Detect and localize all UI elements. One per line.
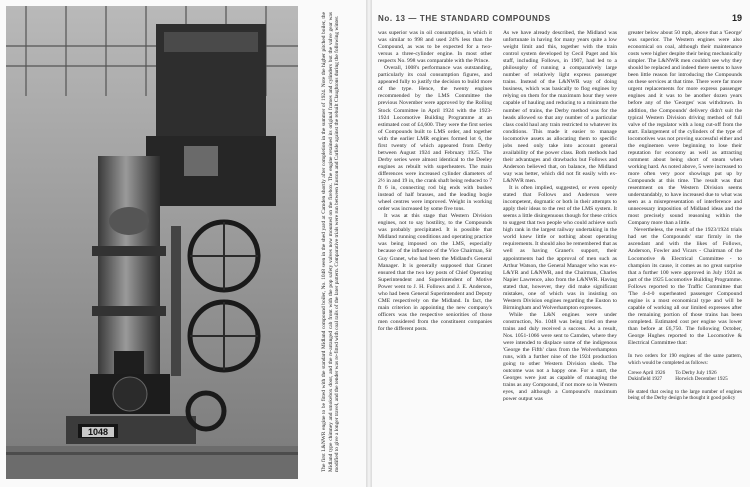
- locomotive-illustration: [6, 6, 298, 479]
- locomotive-photo: [6, 6, 298, 479]
- text-column-3: [628, 30, 742, 480]
- table-cell: Crewe April 1926: [628, 369, 666, 376]
- chapter-title: No. 13 — THE STANDARD COMPOUNDS: [378, 14, 551, 23]
- table-cell: Dukinfield 1927: [628, 376, 663, 383]
- svg-text:1048: 1048: [87, 427, 109, 437]
- text-column-2: [503, 30, 617, 480]
- paragraph: Nevertheless, the result of the 1923/1924 trials had set the Compounds' star firmly in the ascendant and with the likes of Follows, Anderson, Fowler and Vicars - Chairman of the Locomotive & Electrical Committee - to champion its cause, it comes as no great surprise that a further 100 were approved in July 1924 as part of the 1925 Locomotive Building Programme. Follows reported to the Traffic Committee that 'The 4-4-0 superheated passenger Compound engine is a most economical type and will be capable of working all our limited expresses after the remaining portion of those trains has been completed. Estimated cost per engine was lower than before at £6,750. The following October, George Hughes reported to the Locomotive & Electrical Committee that:: [628, 227, 742, 347]
- photo-caption-area: [300, 6, 362, 479]
- paragraph: It was at this stage that Western Division engines, not to say hostility, to the Compounds was probably precipitated. It is possible that Midland running conditions and operating practice was being imposed on the LMS, especially because of the influence of the Vice Chairman, Sir Guy Granet, who had been the Midland's General Manager. It is generally supposed that Granet ensured that the two key posts of Chief Operating Superintendent and Superintendent of Motive Power went to J. H. Follows and J. E. Anderson, who had been General Superintendent and Deputy CME respectively on the Midland. In fact, the main criterion in appointing the new company's officers was the respective seniorities of those men considered from the constituent companies for the different posts.: [378, 213, 492, 332]
- table-intro: In two orders for 190 engines of the same pattern, which would be completed as follows:: [628, 353, 742, 366]
- paragraph: greater below about 50 mph, above that a 'George' was superior. The Western engines were also economical on coal, although their maintenance costs were higher despite their being mechanically simpler. The L&NWR men couldn't see why they should be replaced and indeed there seems to have been little reason for introducing the Compounds on these services at that time. There were far more urgent replacements for more express passenger engines and it was to be another dozen years before any of the 'Georges' was withdrawn. In addition, the Compounds' delivery didn't suit the typical Western Division driving method of full valve of the regulator with a long cut-off from the start. Enlargement of the cylinders of the type of locomotives was not proving successful either and the enginemen were beginning to lose their reputation for economy as well as attracting comment about being short of steam when working hard. As noted above, 5 were increased to more often very poor showings put up by Compounds at this time. The result was that resentment on the Western Division seems understandably, to have increased due to what was seen as a misrepresentation of interference and unnecessary imposition of Midland ideas and the most precisely sound reasoning within the Company more than a little.: [628, 30, 742, 227]
- text-columns: [378, 30, 742, 480]
- paragraph: While the L&N engines were under construction, No. 1048 was being tried on these trains and duly received a success. As a result, Nos. 1051-1066 were sent to Camden, where they were intended to displace some of the indigenous 'George the Fifth' class from the Wolverhampton runs, with a further nine of the 1924 production going to other Western Division sheds. The outcome was not a happy one. For a start, the Georges were just as capable of managing the trains as any Compound, if not more so in Western eyes, and although a Compound's maximum power output was: [503, 311, 617, 403]
- table-cell: To Derby July 1926: [675, 369, 717, 376]
- build-schedule-table: [628, 370, 742, 383]
- paragraph: was superior was in oil consumption, in which it was similar to 998 and used 24% less than the Compound, as was to be expected for a two- versus a three-cylinder engine. In most other respects No. 998 was comparable with the Prince.: [378, 30, 492, 65]
- running-head: [378, 14, 742, 26]
- page-gutter: [366, 0, 372, 487]
- paragraph: As we have already described, the Midland was unfortunate in having for many years quite a low weight limit and this, together with the train control system developed by Cecil Paget and his staff, including Follows, in 1907, had led to a philosophy of running a comparatively large number of relatively light express passenger trains. Instead of the L&NWR way of doing business, which was basically to flog engines by relying on them for the maximum hour they were capable of hauling and reducing to a minimum the number of trains, the Derby method was for the heads allowed so that any number of a particular class could haul any train restricted to whatever its conditions. This made it easier to manage locomotive assets as allocating them to specific jobs need only take into account general availability of the power class. Both methods had their advantages and drawbacks but Follows and Anderson believed that, on balance, the Midland way was better, which did not fit easily with ex-L&NWR men.: [503, 30, 617, 184]
- paragraph: It is often implied, suggested, or even openly stated that Follows and Anderson were incompetent, dogmatic or both in their attempts to apply their ideas to the rest of the LMS system. It seems a little disingenuous though for these critics to suggest that two people who could achieve such high rank in the largest railway undertaking in the world knew little or nothing about operating requirements. It should also be remembered that as well as having Granet's support, their appointments had the approval of men such as Arthur Watson, the General Manager who was ex-L&YR and L&NWR, and the Chairman, Charles Napier Lawrence, also from the L&NWR. Having stated that, however, they did make significant mistakes, one of which was in insisting on Western Division engines regarding the Euston to Birmingham and Wolverhampton expresses.: [503, 185, 617, 311]
- photo-caption: The first L&NWR engine to be fitted with the standard Midland compound boiler, No. 1048 seen in the shed yard at Camden shortly after completion in the summer of 1924. Note the higher pitched boiler, the Midland type chimney and smokebox door, and the re-arranged cab front with the pop safety valves now mounted on the firebox. The engine retained its original frames and cylinders but the valve gear was modified to give a longer travel, and the tender was re-fitted with coal rails of the later pattern. Comparative trials were run between Euston and Carlisle against the rebuilt Claughtons during the following winter.: [321, 12, 341, 472]
- closing-text: He stated that owing to the large number of engines being of the Derby design he thought it good policy: [628, 388, 742, 402]
- table-cell: Horwich December 1925: [675, 376, 728, 383]
- text-column-1: [378, 30, 492, 480]
- paragraph: Overall, 1008's performance was outstanding, particularly its coal consumption figures, and appeared fully to justify the decision to build more of the type. Hence, the twenty engines recommended by the LMS Committee the previous November were approved by the Rolling Stock Committee in April 1924 with the 1923-1924 Locomotive Building Programme at an estimated cost of £4,600. They were the first series of Compounds built to LMS order, and together with the earlier LMR engines formed lot 6, the first twenty of which appeared from Derby between August 1924 and February 1925. The Derby series were almost identical to the Deeley engines as rebuilt with superheaters. The main differences were increased cylinder diameters of 2½ in and 19 in, the crank shaft being reduced to 7 ft 6 in, connecting rod big ends with bushes instead of half brasses, and the leading bogie wheel centres were improved. Weight in working order was increased by some five tons.: [378, 65, 492, 213]
- table-row: [628, 376, 742, 382]
- page-number: 19: [731, 13, 742, 23]
